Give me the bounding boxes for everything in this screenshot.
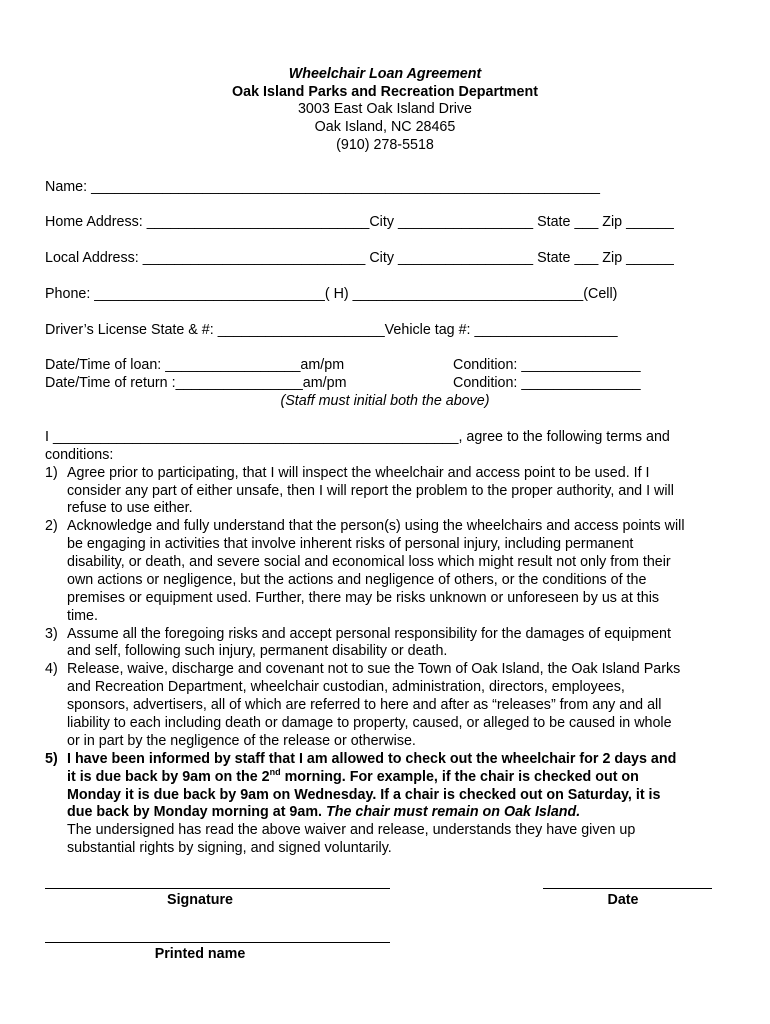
department-name: Oak Island Parks and Recreation Department [232, 84, 538, 100]
item-4-line: Release, waive, discharge and covenant not to sue the Town of Oak Island, the Oak Island Parks [67, 661, 681, 677]
loan-condition-field[interactable]: Condition: _______________ [453, 357, 641, 373]
item-1-line: Agree prior to participating, that I will inspect the wheelchair and access point to be used. If I [67, 465, 650, 481]
item-5-text: it is due back by 9am on the 2 [67, 769, 270, 785]
item-1-line: consider any part of either unsafe, then I will report the problem to the proper authority, and I will [67, 483, 674, 499]
city-state-zip: Oak Island, NC 28465 [314, 119, 456, 135]
item-2-line: Acknowledge and fully understand that the person(s) using the wheelchairs and access points will [67, 518, 685, 534]
license-field[interactable]: Driver’s License State & #: _____________________Vehicle tag #: __________________ [45, 322, 618, 338]
return-time-field[interactable]: Date/Time of return :________________am/pm [45, 375, 347, 391]
agreement-intro[interactable]: I ___________________________________________________, agree to the following terms and [45, 429, 670, 445]
item-3-line: Assume all the foregoing risks and accept personal responsibility for the damages of equipment [67, 626, 671, 642]
signature-line[interactable] [45, 888, 390, 889]
local-address-field[interactable]: Local Address: ____________________________ City _________________ State ___ Zip ______ [45, 250, 674, 266]
date-line[interactable] [543, 888, 712, 889]
item-4-line: or in part by the negligence of the release or otherwise. [67, 733, 416, 749]
loan-time-field[interactable]: Date/Time of loan: _________________am/pm [45, 357, 345, 373]
date-label: Date [607, 892, 639, 908]
item-5-text: morning. For example, if the chair is checked out on [280, 769, 639, 785]
item-number: 1) [45, 465, 58, 481]
printed-name-line[interactable] [45, 942, 390, 943]
name-field[interactable]: Name: ________________________________________________________________ [45, 179, 600, 195]
item-5-line: Monday it is due back by 9am on Wednesday. If a chair is checked out on Saturday, it is [67, 787, 661, 803]
item-2-line: disability, or death, and severe social and economical loss which might result not only from their [67, 554, 671, 570]
item-5-line [67, 803, 580, 821]
closing-line: substantial rights by signing, and signed voluntarily. [67, 840, 392, 856]
item-number: 4) [45, 661, 58, 677]
department-phone: (910) 278-5518 [336, 137, 434, 153]
item-4-line: liability to each including death or damage to property, caused, or alleged to be caused in whole [67, 715, 672, 731]
item-5-text: due back by Monday morning at 9am. [67, 804, 326, 820]
phone-field[interactable]: Phone: _____________________________( H) _____________________________(Cell) [45, 286, 618, 302]
item-3-line: and self, following such injury, permanent disability or death. [67, 643, 448, 659]
item-5-line [67, 768, 639, 786]
street-address: 3003 East Oak Island Drive [297, 101, 473, 117]
return-condition-field[interactable]: Condition: _______________ [453, 375, 641, 391]
item-5-line: I have been informed by staff that I am allowed to check out the wheelchair for 2 days and [67, 751, 677, 767]
item-number: 2) [45, 518, 58, 534]
staff-note: (Staff must initial both the above) [280, 393, 490, 409]
document-title: Wheelchair Loan Agreement [288, 66, 482, 82]
ordinal-suffix: nd [269, 767, 281, 777]
printed-name-label: Printed name [154, 946, 246, 962]
closing-line: The undersigned has read the above waiver and release, understands they have given up [67, 822, 636, 838]
agreement-intro-cont: conditions: [45, 447, 114, 463]
item-2-line: be engaging in activities that involve inherent risks of personal injury, including permanent [67, 536, 634, 552]
item-5-emphasis: The chair must remain on Oak Island. [326, 804, 581, 820]
home-address-field[interactable]: Home Address: ____________________________City _________________ State ___ Zip ______ [45, 214, 674, 230]
item-4-line: and Recreation Department, wheelchair custodian, administration, directors, employees, [67, 679, 625, 695]
item-4-line: sponsors, advertisers, all of which are referred to here and after as “releases” from any and all [67, 697, 662, 713]
item-number: 5) [45, 751, 58, 767]
item-2-line: premises or equipment used. Further, there may be risks unknown or unforeseen by us at this [67, 590, 660, 606]
item-2-line: time. [67, 608, 98, 624]
item-2-line: own actions or negligence, but the actions and negligence of others, or the conditions of the [67, 572, 647, 588]
item-number: 3) [45, 626, 58, 642]
signature-label: Signature [167, 892, 233, 908]
item-1-line: refuse to use either. [67, 500, 193, 516]
